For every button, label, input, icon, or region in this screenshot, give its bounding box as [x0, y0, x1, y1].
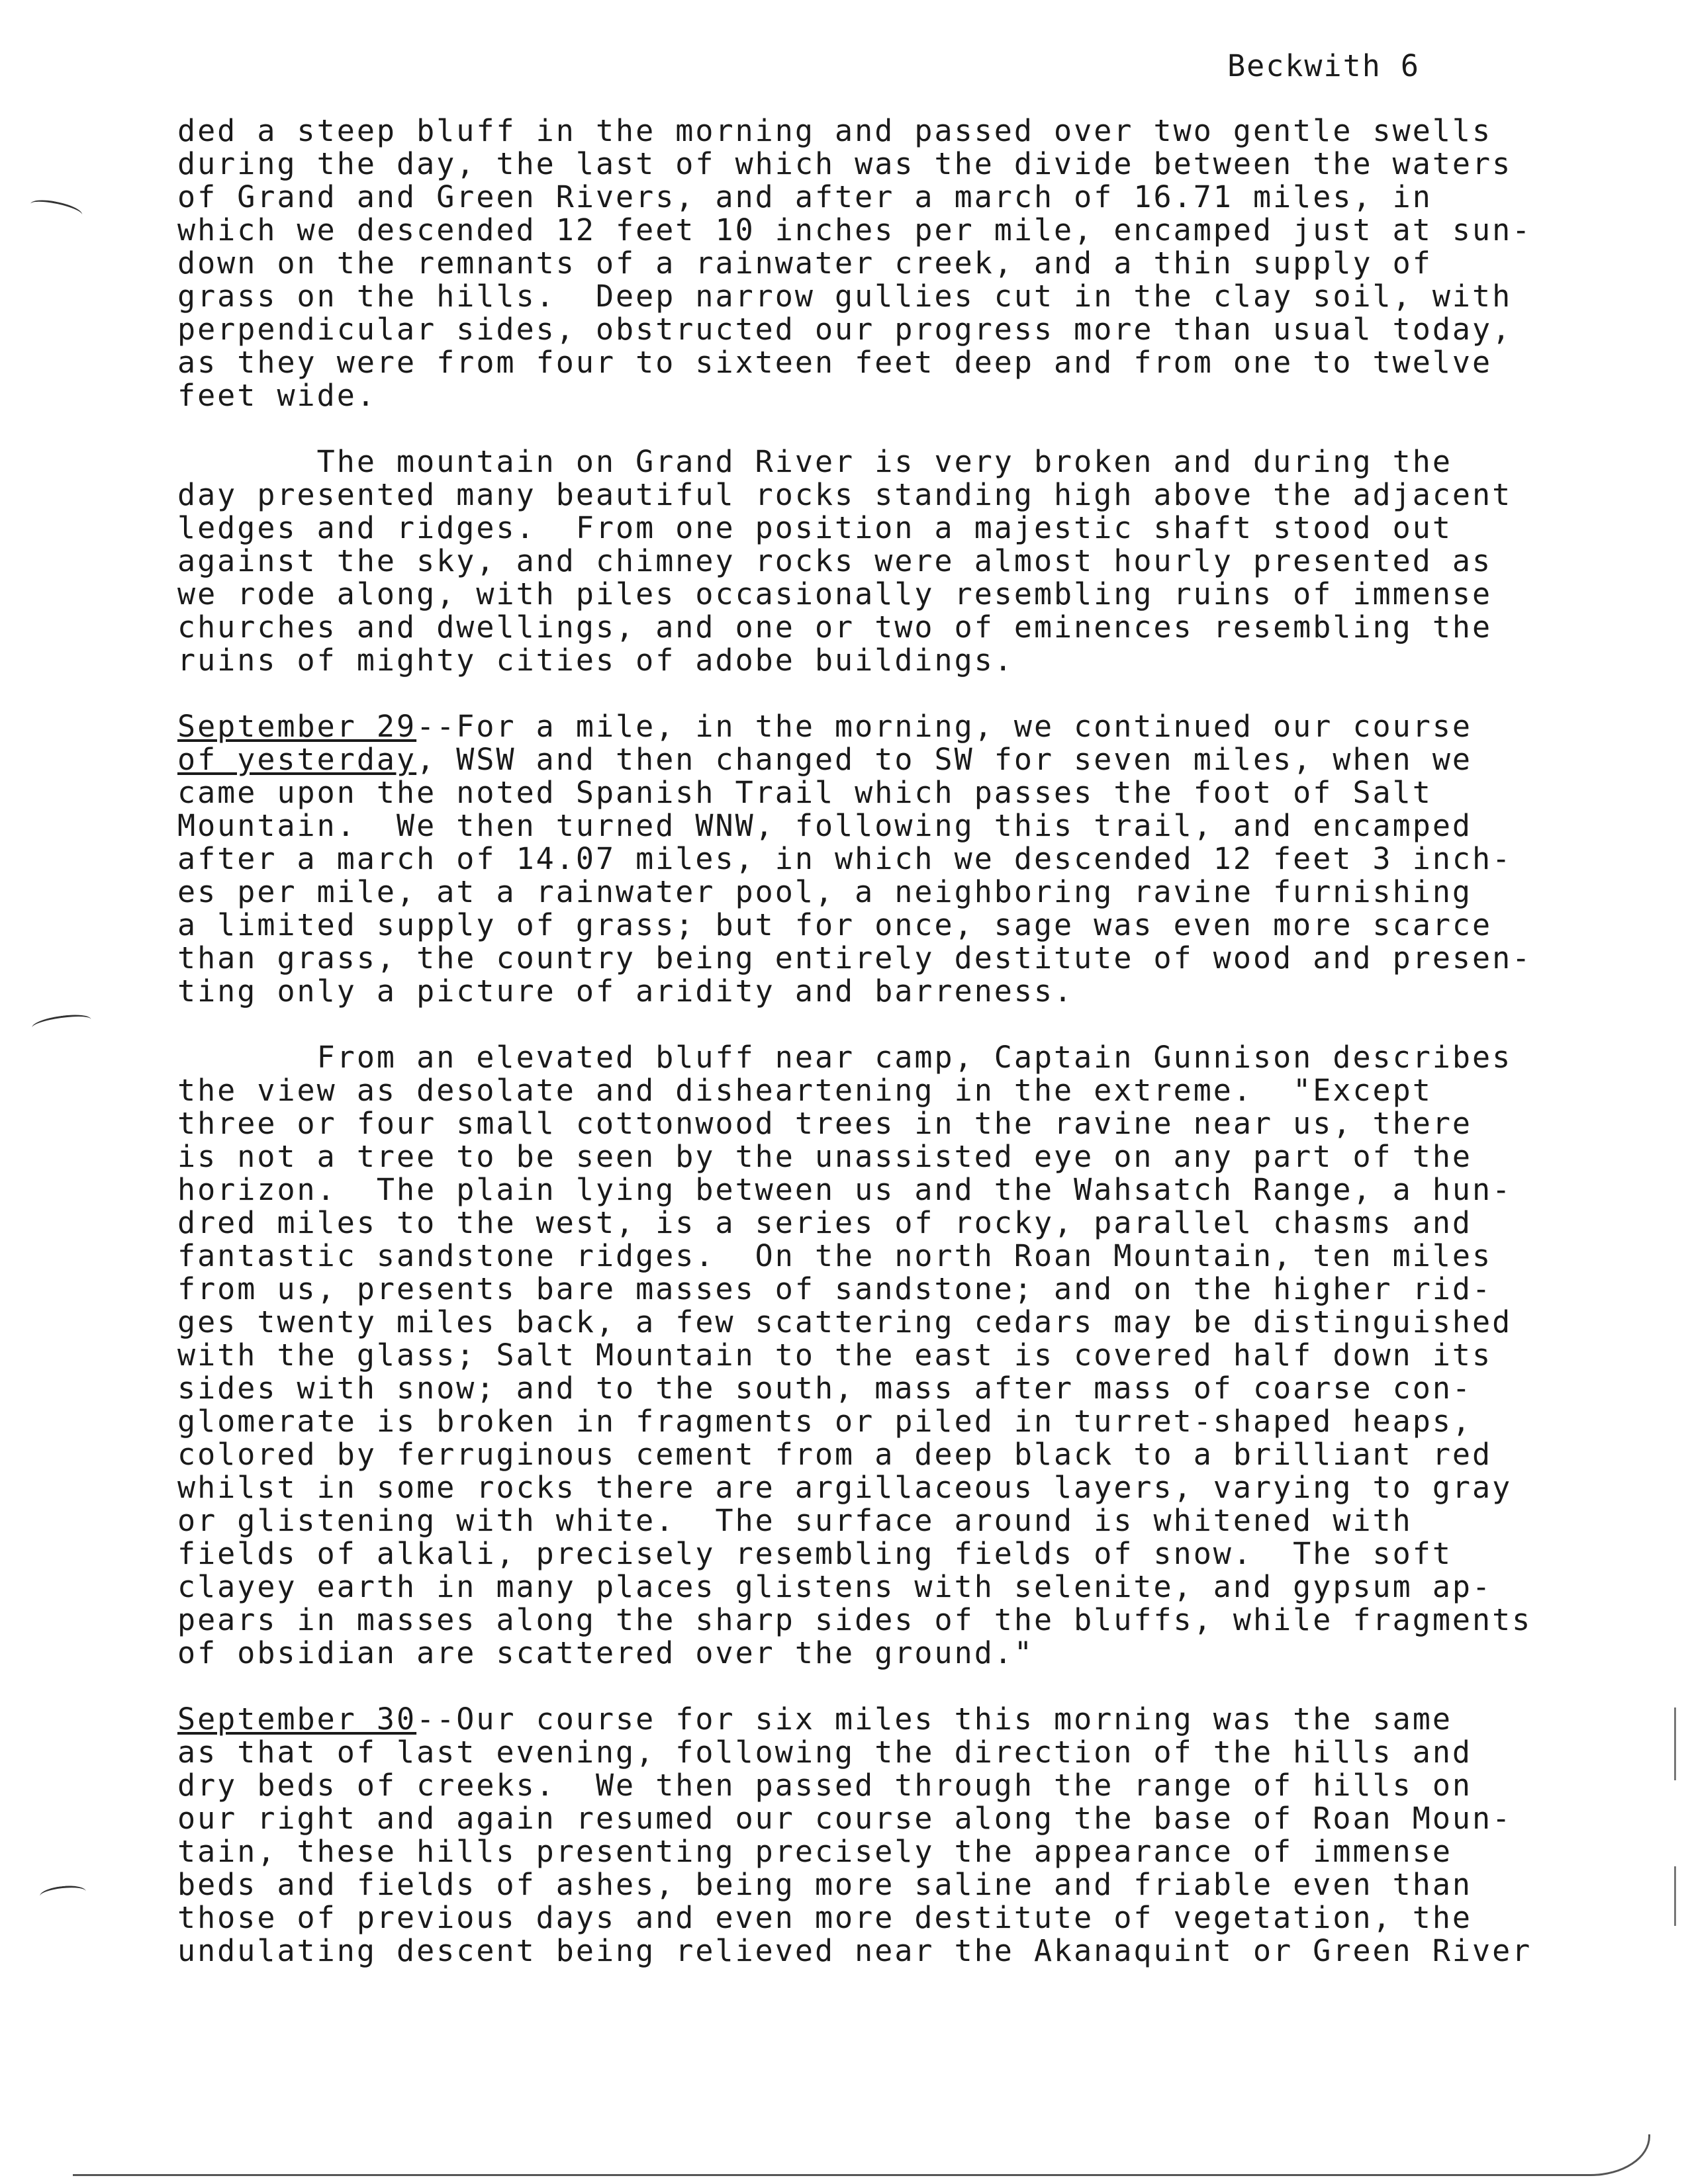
- line-text: after a march of 14.07 miles, in which we descended 12 feet 3 inch-: [177, 841, 1513, 876]
- line-text: glomerate is broken in fragments or piled in turret-shaped heaps,: [177, 1404, 1472, 1439]
- line-text: we rode along, with piles occasionally resembling ruins of immense: [177, 576, 1493, 612]
- line-text: beds and fields of ashes, being more saline and friable even than: [177, 1867, 1472, 1902]
- line-text: the view as desolate and disheartening in the extreme. "Except: [177, 1073, 1432, 1108]
- text-line: [177, 1438, 1554, 1471]
- text-line: [177, 1173, 1554, 1206]
- line-text: perpendicular sides, obstructed our progress more than usual today,: [177, 312, 1513, 347]
- line-text: tain, these hills presenting precisely the appearance of immense: [177, 1834, 1452, 1869]
- line-text: fantastic sandstone ridges. On the north Roan Mountain, ten miles: [177, 1238, 1493, 1273]
- text-line: [177, 1074, 1554, 1107]
- page-edge-curve: [73, 2134, 1650, 2176]
- text-line: [177, 842, 1554, 876]
- line-text: ded a steep bluff in the morning and passed over two gentle swells: [177, 113, 1493, 148]
- margin-mark: [28, 197, 83, 222]
- line-text: or glistening with white. The surface around is whitened with: [177, 1503, 1413, 1538]
- date-heading: September 29: [177, 709, 417, 744]
- text-line: [177, 1107, 1554, 1140]
- line-text: grass on the hills. Deep narrow gullies cut in the clay soil, with: [177, 279, 1513, 314]
- line-text: ges twenty miles back, a few scattering cedars may be distinguished: [177, 1304, 1513, 1340]
- date-heading: September 30: [177, 1702, 417, 1737]
- text-line: [177, 512, 1554, 545]
- line-text: colored by ferruginous cement from a deep black to a brilliant red: [177, 1437, 1493, 1472]
- text-line: [177, 1206, 1554, 1240]
- text-line: [177, 313, 1554, 346]
- date-heading: of yesterday: [177, 742, 417, 777]
- text-line: [177, 1240, 1554, 1273]
- text-line: [177, 1306, 1554, 1339]
- paragraph: [177, 1041, 1554, 1670]
- line-text: than grass, the country being entirely destitute of wood and presen-: [177, 940, 1532, 976]
- text-line: [177, 1835, 1554, 1868]
- text-line: [177, 1703, 1554, 1736]
- text-line: [177, 1405, 1554, 1438]
- page-header: Beckwith 6: [1227, 48, 1420, 83]
- text-line: [177, 1868, 1554, 1901]
- line-text: pears in masses along the sharp sides of the bluffs, while fragments: [177, 1602, 1532, 1637]
- line-text: From an elevated bluff near camp, Captain Gunnison describes: [177, 1040, 1513, 1075]
- paragraph-gap: [177, 1008, 1554, 1041]
- text-line: [177, 445, 1554, 478]
- line-text: dred miles to the west, is a series of rocky, parallel chasms and: [177, 1205, 1472, 1240]
- text-line: [177, 975, 1554, 1008]
- text-line: [177, 1604, 1554, 1637]
- margin-mark: [31, 1012, 92, 1035]
- line-text: Mountain. We then turned WNW, following this trail, and encamped: [177, 808, 1472, 843]
- text-line: [177, 1934, 1554, 1968]
- line-text: as that of last evening, following the direction of the hills and: [177, 1735, 1472, 1770]
- line-text: clayey earth in many places glistens with selenite, and gypsum ap-: [177, 1569, 1493, 1604]
- paragraph-gap: [177, 412, 1554, 445]
- text-line: [177, 545, 1554, 578]
- text-line: [177, 478, 1554, 512]
- text-line: [177, 1372, 1554, 1405]
- text-line: [177, 909, 1554, 942]
- text-line: [177, 1769, 1554, 1802]
- line-text: is not a tree to be seen by the unassisted eye on any part of the: [177, 1139, 1472, 1174]
- line-text: during the day, the last of which was the divide between the waters: [177, 146, 1513, 181]
- text-line: [177, 1273, 1554, 1306]
- text-line: [177, 1537, 1554, 1570]
- line-text: The mountain on Grand River is very broken and during the: [177, 444, 1452, 479]
- line-text: ruins of mighty cities of adobe buildings.: [177, 643, 1014, 678]
- line-text: es per mile, at a rainwater pool, a neighboring ravine furnishing: [177, 874, 1472, 909]
- text-line: [177, 1570, 1554, 1604]
- text-line: [177, 280, 1554, 313]
- line-text: as they were from four to sixteen feet deep and from one to twelve: [177, 345, 1493, 380]
- line-text: fields of alkali, precisely resembling fields of snow. The soft: [177, 1536, 1452, 1571]
- line-text: which we descended 12 feet 10 inches per mile, encamped just at sun-: [177, 212, 1532, 248]
- text-line: [177, 776, 1554, 809]
- text-line: [177, 181, 1554, 214]
- line-text: --For a mile, in the morning, we continued our course: [416, 709, 1473, 744]
- line-text: down on the remnants of a rainwater creek, and a thin supply of: [177, 246, 1432, 281]
- text-line: [177, 942, 1554, 975]
- line-text: feet wide.: [177, 378, 377, 413]
- line-text: dry beds of creeks. We then passed through the range of hills on: [177, 1768, 1472, 1803]
- paragraph-gap: [177, 1670, 1554, 1703]
- line-text: churches and dwellings, and one or two of eminences resembling the: [177, 610, 1493, 645]
- text-line: [177, 1041, 1554, 1074]
- text-line: [177, 379, 1554, 412]
- text-line: [177, 1339, 1554, 1372]
- text-line: [177, 1471, 1554, 1504]
- line-text: horizon. The plain lying between us and the Wahsatch Range, a hun-: [177, 1172, 1513, 1207]
- line-text: undulating descent being relieved near the Akanaquint or Green River: [177, 1933, 1532, 1968]
- line-text: three or four small cottonwood trees in the ravine near us, there: [177, 1106, 1472, 1141]
- text-line: [177, 743, 1554, 776]
- line-text: from us, presents bare masses of sandstone; and on the higher rid-: [177, 1271, 1493, 1306]
- text-line: [177, 1901, 1554, 1934]
- line-text: whilst in some rocks there are argillaceous layers, varying to gray: [177, 1470, 1513, 1505]
- line-text: ledges and ridges. From one position a majestic shaft stood out: [177, 510, 1452, 545]
- paragraph: [177, 114, 1554, 412]
- line-text: --Our course for six miles this morning was the same: [416, 1702, 1452, 1737]
- text-line: [177, 247, 1554, 280]
- text-line: [177, 1637, 1554, 1670]
- text-line: [177, 1140, 1554, 1173]
- line-text: of obsidian are scattered over the ground.": [177, 1635, 1034, 1670]
- text-line: [177, 611, 1554, 644]
- line-text: against the sky, and chimney rocks were almost hourly presented as: [177, 543, 1493, 578]
- text-line: [177, 148, 1554, 181]
- text-line: [177, 1504, 1554, 1537]
- text-line: [177, 809, 1554, 842]
- line-text: our right and again resumed our course along the base of Roan Moun-: [177, 1801, 1513, 1836]
- text-line: [177, 1736, 1554, 1769]
- line-text: sides with snow; and to the south, mass after mass of coarse con-: [177, 1371, 1472, 1406]
- line-text: with the glass; Salt Mountain to the east is covered half down its: [177, 1338, 1493, 1373]
- paragraph-gap: [177, 677, 1554, 710]
- line-text: a limited supply of grass; but for once, sage was even more scarce: [177, 907, 1493, 942]
- text-line: [177, 346, 1554, 379]
- text-line: [177, 644, 1554, 677]
- text-line: [177, 214, 1554, 247]
- text-line: [177, 578, 1554, 611]
- paragraph: [177, 1703, 1554, 1968]
- document-body: [177, 114, 1554, 1968]
- line-text: ting only a picture of aridity and barreness.: [177, 974, 1074, 1009]
- line-text: came upon the noted Spanish Trail which passes the foot of Salt: [177, 775, 1432, 810]
- margin-mark: [39, 1884, 87, 1903]
- paragraph: [177, 445, 1554, 677]
- margin-speck: [1674, 1707, 1676, 1780]
- line-text: those of previous days and even more destitute of vegetation, the: [177, 1900, 1472, 1935]
- paragraph: [177, 710, 1554, 1008]
- line-text: of Grand and Green Rivers, and after a march of 16.71 miles, in: [177, 179, 1432, 214]
- text-line: [177, 1802, 1554, 1835]
- margin-speck: [1674, 1866, 1676, 1926]
- text-line: [177, 710, 1554, 743]
- line-text: , WSW and then changed to SW for seven miles, when we: [416, 742, 1473, 777]
- line-text: day presented many beautiful rocks standing high above the adjacent: [177, 477, 1513, 512]
- text-line: [177, 114, 1554, 148]
- text-line: [177, 876, 1554, 909]
